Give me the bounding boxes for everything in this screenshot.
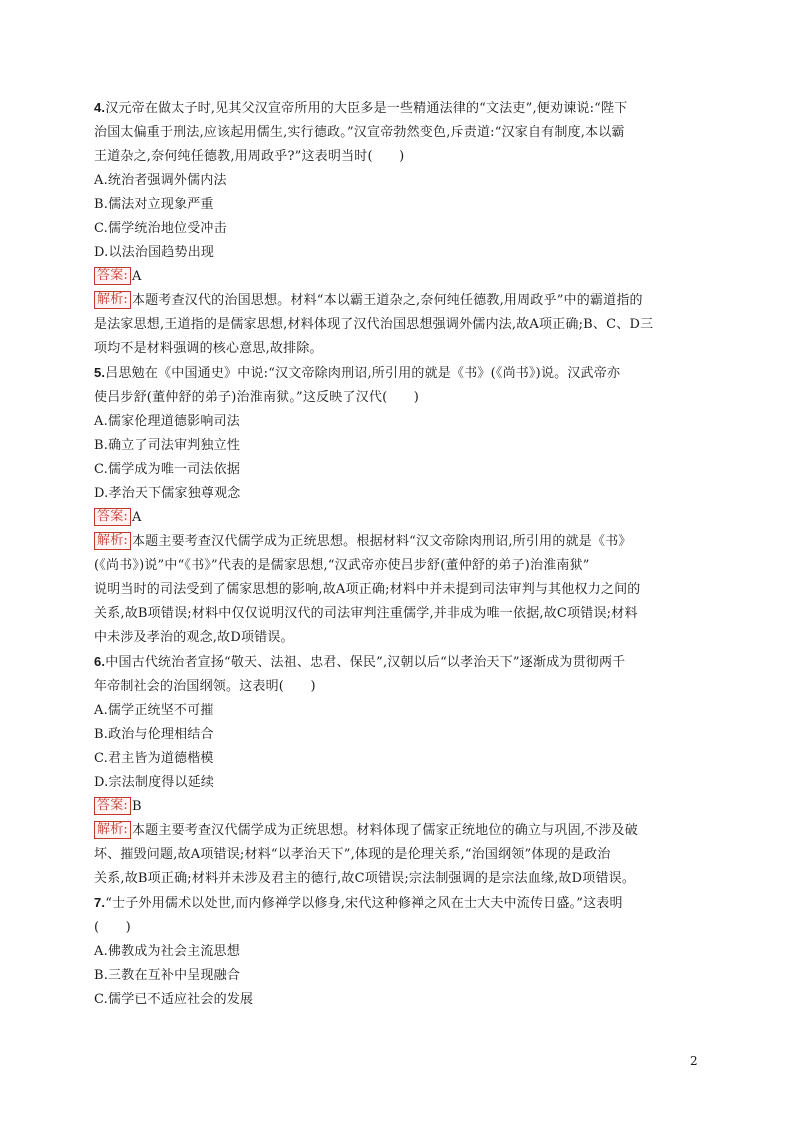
analysis-line: 关系,故B项错误;材料中仅仅说明汉代的司法审判注重儒学,并非成为唯一依据,故C项错误;材料 — [94, 606, 638, 621]
question-stem-line: 4.汉元帝在做太子时,见其父汉宣帝所用的大臣多是一些精通法律的“文法吏”,便劝谏说:“陛下 — [94, 100, 628, 116]
answer-line — [94, 265, 702, 289]
option-b: B.儒法对立现象严重 — [94, 197, 214, 212]
question-stem-line: ( ) — [94, 920, 131, 935]
answer-tag: 答案: — [94, 508, 131, 526]
analysis-line: 中未涉及孝治的观念,故D项错误。 — [94, 630, 294, 645]
option-a: A.统治者强调外儒内法 — [94, 173, 227, 188]
analysis-line: (《尚书》)说”中“《书》”代表的是儒家思想,“汉武帝亦使吕步舒(董仲舒的弟子)治淮南狱” — [94, 558, 590, 573]
analysis-line: 解析: 本题主要考查汉代儒学成为正统思想。材料体现了儒家正统地位的确立与巩固,不涉及破 — [94, 819, 702, 843]
question-number: 4. — [94, 100, 106, 115]
question-stem-line: 王道杂之,奈何纯任德教,用周政乎?”这表明当时( ) — [94, 149, 405, 164]
question-5 — [94, 361, 702, 650]
question-4 — [94, 96, 702, 361]
answer-line — [94, 795, 702, 819]
option-b: B.三教在互补中呈现融合 — [94, 968, 241, 983]
analysis-line: 说明当时的司法受到了儒家思想的影响,故A项正确;材料中并未提到司法审判与其他权力之间的 — [94, 582, 641, 597]
analysis-tag: 解析: — [94, 532, 131, 550]
question-number: 5. — [94, 365, 106, 380]
option-b: B.政治与伦理相结合 — [94, 727, 214, 742]
question-6 — [94, 650, 702, 891]
question-stem-line: 6.中国古代统治者宣扬“敬天、法祖、忠君、保民”,汉朝以后“以孝治天下”逐渐成为贯彻两千 — [94, 654, 626, 670]
answer-value: B — [131, 799, 142, 814]
question-stem-line: 7.“士子外用儒术以处世,而内修禅学以修身,宋代这种修禅之风在士大夫中流传日盛。”这表明 — [94, 895, 623, 911]
question-number: 7. — [94, 895, 106, 910]
option-d: D.孝治天下儒家独尊观念 — [94, 486, 241, 501]
answer-tag: 答案: — [94, 267, 131, 285]
question-stem-line: 年帝制社会的治国纲领。这表明( ) — [94, 679, 316, 694]
option-a: A.儒学正统坚不可摧 — [94, 703, 214, 718]
answer-tag: 答案: — [94, 797, 131, 815]
option-a: A.儒家伦理道德影响司法 — [94, 414, 240, 429]
page-content — [94, 96, 702, 1012]
question-7 — [94, 891, 702, 1012]
option-c: C.君主皆为道德楷模 — [94, 751, 214, 766]
option-d: D.以法治国趋势出现 — [94, 245, 215, 260]
analysis-line: 关系,故B项正确;材料并未涉及君主的德行,故C项错误;宗法制强调的是宗法血缘,故D项错误。 — [94, 871, 636, 886]
page-number: 2 — [690, 1054, 698, 1068]
answer-value: A — [131, 269, 142, 284]
question-stem-line: 5.吕思勉在《中国通史》中说:“汉文帝除肉刑诏,所引用的就是《书》(《尚书》)说。汉武帝亦 — [94, 365, 621, 381]
option-d: D.宗法制度得以延续 — [94, 775, 215, 790]
analysis-tag: 解析: — [94, 821, 131, 839]
question-number: 6. — [94, 654, 106, 669]
option-c: C.儒学已不适应社会的发展 — [94, 992, 254, 1007]
question-stem-line: 使吕步舒(董仲舒的弟子)治淮南狱。”这反映了汉代( ) — [94, 390, 420, 405]
option-c: C.儒学统治地位受冲击 — [94, 221, 227, 236]
analysis-line: 解析: 本题主要考查汉代儒学成为正统思想。根据材料“汉文帝除肉刑诏,所引用的就是《书》 — [94, 530, 702, 554]
option-b: B.确立了司法审判独立性 — [94, 438, 241, 453]
analysis-line: 是法家思想,王道指的是儒家思想,材料体现了汉代治国思想强调外儒内法,故A项正确;B、C、D三 — [94, 317, 654, 332]
answer-value: A — [131, 510, 142, 525]
option-a: A.佛教成为社会主流思想 — [94, 944, 240, 959]
option-c: C.儒学成为唯一司法依据 — [94, 462, 241, 477]
analysis-line: 解析: 本题考查汉代的治国思想。材料“本以霸王道杂之,奈何纯任德教,用周政乎”中的霸道指的 — [94, 289, 702, 313]
analysis-line: 坏、摧毁问题,故A项错误;材料“以孝治天下”,体现的是伦理关系,“治国纲领”体现的是政治 — [94, 847, 611, 862]
analysis-tag: 解析: — [94, 291, 131, 309]
analysis-line: 项均不是材料强调的核心意思,故排除。 — [94, 341, 323, 356]
question-stem-line: 治国太偏重于刑法,应该起用儒生,实行德政。”汉宣帝勃然变色,斥责道:“汉家自有制度,本以霸 — [94, 125, 625, 140]
answer-line — [94, 506, 702, 530]
